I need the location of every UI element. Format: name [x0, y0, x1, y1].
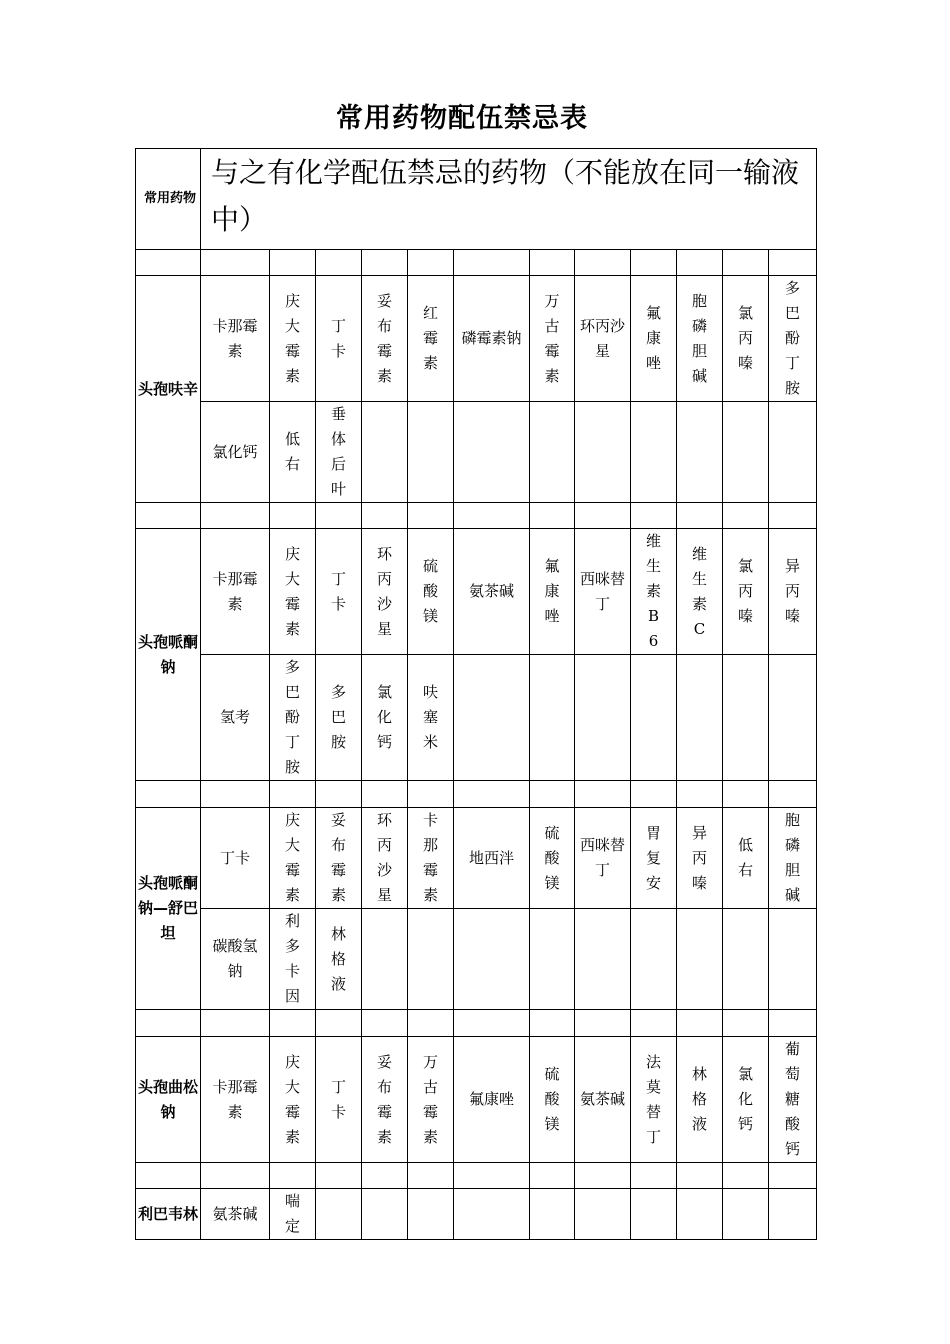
drug-label: 林格液	[692, 1065, 708, 1133]
empty-cell	[723, 1163, 769, 1189]
empty-cell	[575, 1189, 631, 1240]
empty-cell	[631, 1010, 677, 1037]
incompatible-drug-cell	[316, 655, 362, 781]
drug-label: 垂体后叶	[331, 405, 347, 498]
empty-cell	[454, 402, 530, 503]
drug-label: 地西泮	[468, 848, 514, 867]
incompatible-drug-cell	[270, 402, 316, 503]
drug-name-cell: 头孢呋辛	[136, 276, 201, 503]
empty-cell	[769, 1163, 817, 1189]
incompatible-drug-cell	[454, 276, 530, 402]
drug-label: 卡那霉素	[423, 811, 439, 904]
empty-cell	[362, 1163, 408, 1189]
incompatible-drug-cell	[362, 276, 408, 402]
empty-cell	[454, 909, 530, 1010]
empty-cell	[454, 503, 530, 529]
drug-label: 红霉素	[423, 304, 439, 372]
empty-cell	[408, 909, 454, 1010]
incompatible-drug-cell	[201, 655, 270, 781]
empty-cell	[270, 250, 316, 276]
empty-cell	[270, 781, 316, 808]
empty-cell	[769, 1189, 817, 1240]
empty-cell	[769, 250, 817, 276]
empty-cell	[316, 250, 362, 276]
drug-label: 氢考	[219, 708, 250, 726]
drug-label: 环丙沙星	[377, 811, 393, 904]
table-row	[136, 529, 817, 655]
incompatible-drug-cell	[201, 276, 270, 402]
incompatible-drug-cell	[270, 529, 316, 655]
incompatible-drug-cell	[408, 655, 454, 781]
incompatible-drug-cell	[362, 529, 408, 655]
incompatible-drug-cell	[316, 402, 362, 503]
incompatible-drug-cell	[362, 808, 408, 909]
empty-cell	[631, 655, 677, 781]
incompatible-drug-cell	[454, 808, 530, 909]
drug-label: 林格液	[331, 924, 347, 993]
empty-cell	[530, 503, 575, 529]
incompatible-drug-cell	[454, 1037, 530, 1163]
empty-cell	[316, 503, 362, 529]
drug-label: 氟康唑	[544, 557, 560, 625]
drug-label: 磷霉素钠	[461, 329, 522, 347]
drug-label: 环丙沙星	[579, 316, 625, 360]
header-drug-cell: 常用药物	[136, 149, 201, 250]
empty-cell	[723, 781, 769, 808]
drug-label: 呋塞米	[423, 683, 439, 751]
drug-label: 妥布霉素	[377, 291, 393, 385]
empty-cell	[362, 1010, 408, 1037]
drug-label: 妥布霉素	[331, 811, 347, 904]
empty-cell	[201, 1010, 270, 1037]
drug-label: 万古霉素	[423, 1052, 439, 1146]
incompatible-drug-cell	[575, 529, 631, 655]
empty-cell	[136, 781, 201, 808]
empty-cell	[723, 402, 769, 503]
incompatible-drug-cell	[316, 808, 362, 909]
spacer-row	[136, 503, 817, 529]
empty-cell	[631, 1189, 677, 1240]
drug-label: 硫酸镁	[544, 823, 560, 892]
incompatible-drug-cell	[631, 808, 677, 909]
incompatible-drug-cell	[530, 1037, 575, 1163]
empty-cell	[631, 402, 677, 503]
incompatible-drug-cell	[270, 909, 316, 1010]
drug-label: 利多卡因	[285, 912, 301, 1005]
drug-label: 维生素C	[692, 544, 708, 638]
drug-label: 氯化钙	[738, 1065, 754, 1133]
incompatible-drug-cell	[723, 529, 769, 655]
incompatible-drug-cell	[631, 1037, 677, 1163]
empty-cell	[362, 909, 408, 1010]
empty-cell	[677, 781, 723, 808]
drug-label: 低右	[738, 836, 754, 879]
drug-label: 卡那霉素	[212, 1077, 258, 1121]
drug-label: 庆大霉素	[285, 1052, 301, 1146]
incompatible-drug-cell	[362, 1037, 408, 1163]
drug-label: 胞磷胆碱	[692, 291, 708, 385]
empty-cell	[136, 1163, 201, 1189]
incompatible-drug-cell	[270, 808, 316, 909]
drug-label: 环丙沙星	[377, 544, 393, 638]
incompatible-drug-cell	[362, 655, 408, 781]
empty-cell	[530, 655, 575, 781]
drug-label: 葡萄糖酸钙	[785, 1040, 801, 1158]
empty-cell	[362, 402, 408, 503]
incompatible-drug-cell	[530, 529, 575, 655]
drug-label: 丁卡	[331, 316, 347, 360]
drug-label: 异丙嗪	[692, 823, 708, 892]
empty-cell	[362, 250, 408, 276]
empty-cell	[316, 1163, 362, 1189]
empty-cell	[316, 1189, 362, 1240]
incompatible-drug-cell	[408, 529, 454, 655]
empty-cell	[408, 1163, 454, 1189]
table-row	[136, 1037, 817, 1163]
empty-cell	[575, 1010, 631, 1037]
spacer-row	[136, 1010, 817, 1037]
incompatible-drug-cell	[677, 529, 723, 655]
drug-name-cell: 头孢哌酮钠—舒巴坦	[136, 808, 201, 1010]
incompatible-drug-cell	[316, 1037, 362, 1163]
empty-cell	[454, 781, 530, 808]
incompatibility-table	[135, 148, 817, 1240]
drug-label: 法莫替丁	[646, 1052, 662, 1146]
incompatible-drug-cell	[316, 276, 362, 402]
incompatible-drug-cell	[201, 909, 270, 1010]
drug-label: 多巴酚丁胺	[285, 658, 301, 776]
page-title: 常用药物配伍禁忌表	[336, 103, 588, 134]
empty-cell	[362, 1189, 408, 1240]
empty-cell	[316, 1010, 362, 1037]
empty-cell	[270, 1163, 316, 1189]
empty-cell	[723, 655, 769, 781]
empty-cell	[769, 1010, 817, 1037]
empty-cell	[723, 1189, 769, 1240]
incompatible-drug-cell	[316, 529, 362, 655]
empty-cell	[769, 655, 817, 781]
empty-cell	[136, 250, 201, 276]
incompatible-drug-cell	[201, 529, 270, 655]
incompatible-drug-cell	[723, 1037, 769, 1163]
drug-label: 多巴胺	[331, 683, 347, 751]
spacer-row	[136, 781, 817, 808]
drug-label: 多巴酚丁胺	[785, 279, 801, 397]
incompatible-drug-cell	[769, 529, 817, 655]
drug-label: 碳酸氢钠	[212, 937, 258, 980]
empty-cell	[769, 402, 817, 503]
empty-cell	[677, 1010, 723, 1037]
drug-label: 硫酸镁	[423, 557, 439, 625]
empty-cell	[530, 909, 575, 1010]
empty-cell	[769, 781, 817, 808]
incompatible-drug-cell	[530, 808, 575, 909]
incompatible-drug-cell	[201, 1189, 270, 1240]
incompatible-drug-cell	[677, 808, 723, 909]
drug-label: 卡那霉素	[212, 316, 258, 360]
drug-label: 万古霉素	[544, 291, 560, 385]
empty-cell	[201, 250, 270, 276]
incompatible-drug-cell	[270, 276, 316, 402]
empty-cell	[454, 1163, 530, 1189]
drug-label: 庆大霉素	[285, 811, 301, 904]
incompatible-drug-cell	[723, 808, 769, 909]
table-row	[136, 1189, 817, 1240]
incompatible-drug-cell	[631, 276, 677, 402]
drug-name-cell: 头孢哌酮钠	[136, 529, 201, 781]
empty-cell	[769, 503, 817, 529]
empty-cell	[530, 250, 575, 276]
empty-cell	[362, 503, 408, 529]
header-row	[136, 149, 817, 250]
empty-cell	[677, 1163, 723, 1189]
drug-label: 喘定	[285, 1192, 301, 1235]
incompatible-drug-cell	[769, 276, 817, 402]
incompatible-drug-cell	[677, 276, 723, 402]
empty-cell	[408, 402, 454, 503]
empty-cell	[270, 503, 316, 529]
incompatible-drug-cell	[530, 276, 575, 402]
empty-cell	[631, 503, 677, 529]
drug-label: 氟康唑	[468, 1090, 514, 1108]
empty-cell	[723, 250, 769, 276]
incompatible-drug-cell	[201, 402, 270, 503]
empty-cell	[408, 1189, 454, 1240]
empty-cell	[408, 781, 454, 808]
drug-label: 维生素B6	[646, 532, 662, 650]
empty-cell	[454, 1010, 530, 1037]
drug-name-cell: 头孢曲松钠	[136, 1037, 201, 1163]
empty-cell	[454, 655, 530, 781]
spacer-row	[136, 250, 817, 276]
empty-cell	[201, 503, 270, 529]
drug-label: 卡那霉素	[212, 569, 258, 613]
empty-cell	[677, 1189, 723, 1240]
empty-cell	[575, 503, 631, 529]
empty-cell	[575, 909, 631, 1010]
drug-label: 胞磷胆碱	[785, 811, 801, 904]
empty-cell	[408, 503, 454, 529]
drug-label: 丁卡	[219, 848, 250, 867]
drug-label: 异丙嗪	[785, 557, 801, 625]
drug-label: 丁卡	[331, 1077, 347, 1121]
incompatible-drug-cell	[270, 1189, 316, 1240]
incompatible-drug-cell	[769, 808, 817, 909]
drug-label: 庆大霉素	[285, 544, 301, 638]
incompatible-drug-cell	[631, 529, 677, 655]
drug-label: 氯化钙	[212, 442, 258, 461]
drug-label: 氨茶碱	[468, 582, 514, 600]
incompatible-drug-cell	[270, 1037, 316, 1163]
header-incompat-cell: 与之有化学配伍禁忌的药物（不能放在同一输液中）	[201, 149, 817, 250]
drug-label: 妥布霉素	[377, 1052, 393, 1146]
empty-cell	[575, 250, 631, 276]
empty-cell	[631, 909, 677, 1010]
table-row	[136, 909, 817, 1010]
drug-label: 丁卡	[331, 569, 347, 613]
empty-cell	[362, 781, 408, 808]
drug-label: 氯化钙	[377, 683, 393, 751]
empty-cell	[677, 402, 723, 503]
table-row	[136, 808, 817, 909]
incompatible-drug-cell	[769, 1037, 817, 1163]
drug-label: 庆大霉素	[285, 291, 301, 385]
empty-cell	[575, 781, 631, 808]
drug-label: 氯丙嗪	[738, 304, 754, 372]
empty-cell	[408, 1010, 454, 1037]
empty-cell	[270, 1010, 316, 1037]
incompatible-drug-cell	[723, 276, 769, 402]
spacer-row	[136, 1163, 817, 1189]
drug-label: 氨茶碱	[579, 1090, 625, 1108]
drug-label: 氨茶碱	[212, 1204, 258, 1223]
drug-label: 硫酸镁	[544, 1065, 560, 1133]
empty-cell	[677, 909, 723, 1010]
empty-cell	[136, 1010, 201, 1037]
incompatible-drug-cell	[454, 529, 530, 655]
empty-cell	[631, 1163, 677, 1189]
empty-cell	[677, 655, 723, 781]
drug-label: 西咪替丁	[579, 836, 625, 879]
incompatible-drug-cell	[408, 1037, 454, 1163]
table-row	[136, 402, 817, 503]
empty-cell	[631, 781, 677, 808]
table-body	[136, 149, 817, 1240]
empty-cell	[530, 402, 575, 503]
empty-cell	[723, 909, 769, 1010]
empty-cell	[723, 1010, 769, 1037]
empty-cell	[631, 250, 677, 276]
incompatible-drug-cell	[201, 808, 270, 909]
table-row	[136, 655, 817, 781]
incompatible-drug-cell	[201, 1037, 270, 1163]
empty-cell	[454, 1189, 530, 1240]
incompatible-drug-cell	[575, 1037, 631, 1163]
empty-cell	[769, 909, 817, 1010]
empty-cell	[723, 503, 769, 529]
empty-cell	[575, 1163, 631, 1189]
empty-cell	[454, 250, 530, 276]
empty-cell	[677, 503, 723, 529]
empty-cell	[530, 1010, 575, 1037]
drug-label: 氯丙嗪	[738, 557, 754, 625]
table-row	[136, 276, 817, 402]
drug-label: 低右	[285, 430, 301, 473]
incompatible-drug-cell	[677, 1037, 723, 1163]
empty-cell	[530, 781, 575, 808]
empty-cell	[408, 250, 454, 276]
drug-label: 氟康唑	[646, 304, 662, 372]
drug-label: 西咪替丁	[579, 569, 625, 613]
empty-cell	[575, 402, 631, 503]
empty-cell	[530, 1163, 575, 1189]
empty-cell	[201, 781, 270, 808]
incompatible-drug-cell	[408, 276, 454, 402]
empty-cell	[677, 250, 723, 276]
incompatible-drug-cell	[575, 276, 631, 402]
empty-cell	[201, 1163, 270, 1189]
incompatible-drug-cell	[270, 655, 316, 781]
empty-cell	[316, 781, 362, 808]
empty-cell	[136, 503, 201, 529]
drug-label: 胃复安	[646, 823, 662, 892]
empty-cell	[575, 655, 631, 781]
drug-name-cell: 利巴韦林	[136, 1189, 201, 1240]
incompatible-drug-cell	[575, 808, 631, 909]
incompatible-drug-cell	[316, 909, 362, 1010]
incompatible-drug-cell	[408, 808, 454, 909]
empty-cell	[530, 1189, 575, 1240]
